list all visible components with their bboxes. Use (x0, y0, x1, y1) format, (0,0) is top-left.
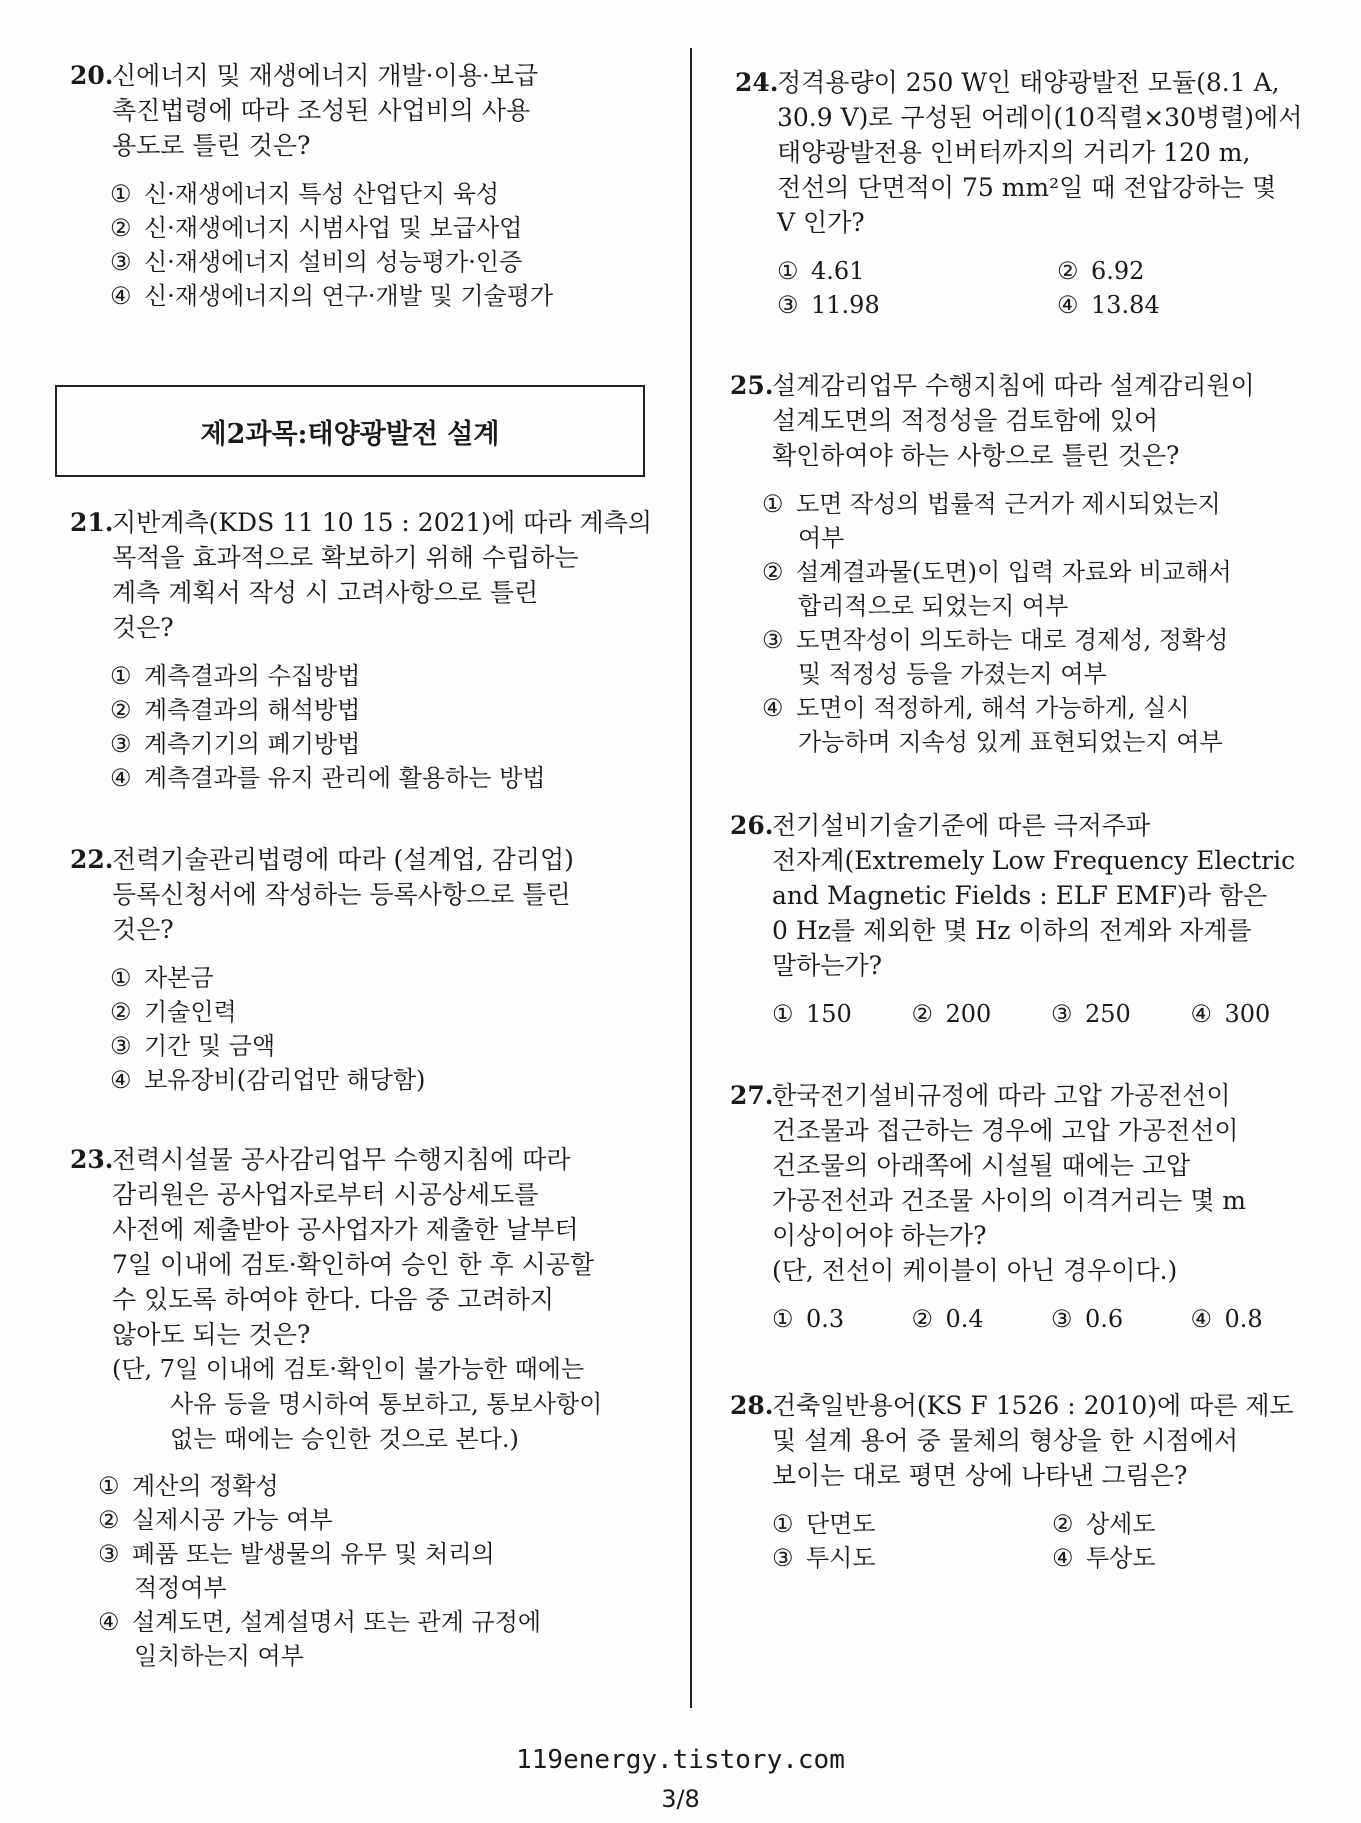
question-text (772, 808, 1330, 983)
option-3[interactable]: ③ 투시도 (772, 1544, 876, 1572)
question-line: 사전에 제출받아 공사업자가 제출한 날부터 (112, 1215, 579, 1244)
question-line: 이상이어야 하는가? (772, 1221, 987, 1250)
options-list (735, 254, 1335, 322)
question-line: 설계도면의 적정성을 검토함에 있어 (772, 406, 1159, 435)
page-number: 3/8 (661, 1785, 700, 1813)
question-text (112, 842, 670, 947)
option-1[interactable]: ① 150 (772, 1000, 852, 1028)
question-27 (730, 1078, 1330, 1336)
footer-url[interactable]: 119energy.tistory.com (516, 1745, 845, 1775)
question-line: 7일 이내에 검토·확인하여 승인 한 후 시공할 (112, 1250, 595, 1279)
question-text (112, 1142, 670, 1352)
options-list (70, 1469, 670, 1673)
option-3[interactable]: ③ 250 (1051, 1000, 1131, 1028)
option-4[interactable]: ④ 신·재생에너지의 연구·개발 및 기술평가 (110, 282, 554, 310)
option-2[interactable]: ② 신·재생에너지 시범사업 및 보급사업 (110, 214, 523, 242)
question-line: 및 설계 용어 중 물체의 형상을 한 시점에서 (772, 1426, 1239, 1455)
question-line: and Magnetic Fields : ELF EMF)라 함은 (772, 881, 1268, 910)
question-line: 지반계측(KDS 11 10 15 : 2021)에 따라 계측의 (112, 508, 652, 537)
question-text (772, 1388, 1330, 1493)
option-2[interactable]: ② 상세도 (1052, 1510, 1156, 1538)
option-4[interactable]: ④ 보유장비(감리업만 해당함) (110, 1066, 426, 1094)
question-21 (70, 505, 670, 795)
question-text (112, 505, 670, 645)
option-3[interactable]: ③ 폐품 또는 발생물의 유무 및 처리의 적정여부 (98, 1540, 495, 1602)
question-number: 21. (70, 508, 114, 537)
option-3[interactable]: ③ 도면작성이 의도하는 대로 경제성, 정확성 및 적정성 등을 가졌는지 여부 (762, 626, 1229, 688)
options-list (730, 997, 1330, 1031)
column-divider (690, 48, 692, 1708)
question-line: 보이는 대로 평면 상에 나타낸 그림은? (772, 1461, 1188, 1490)
options-list (730, 1507, 1330, 1575)
question-line: 전선의 단면적이 75 mm²일 때 전압강하는 몇 (777, 173, 1277, 202)
question-line: 말하는가? (772, 951, 883, 980)
option-4[interactable]: ④ 300 (1190, 1000, 1271, 1028)
option-3[interactable]: ③ 0.6 (1051, 1305, 1124, 1333)
question-line: 감리원은 공사업자로부터 시공상세도를 (112, 1180, 539, 1209)
question-line: 30.9 V)로 구성된 어레이(10직렬×30병렬)에서 (777, 103, 1303, 132)
option-4[interactable]: ④ 도면이 적정하게, 해석 가능하게, 실시 가능하며 지속성 있게 표현되었는지 여부 (762, 694, 1223, 756)
question-line: 용도로 틀린 것은? (112, 131, 311, 160)
options-list (70, 961, 670, 1097)
question-25 (730, 368, 1330, 759)
question-20 (70, 58, 670, 313)
question-line: 전력기술관리법령에 따라 (설계업, 감리업) (112, 845, 574, 874)
option-2[interactable]: ② 200 (911, 1000, 992, 1028)
question-number: 28. (730, 1391, 774, 1420)
question-line: 계측 계획서 작성 시 고려사항으로 틀린 (112, 578, 539, 607)
question-line: 가공전선과 건조물 사이의 이격거리는 몇 m (772, 1186, 1246, 1215)
question-number: 20. (70, 61, 114, 90)
question-text (772, 1078, 1330, 1288)
question-line: 건조물과 접근하는 경우에 고압 가공전선이 (772, 1116, 1239, 1145)
question-24 (735, 65, 1335, 322)
option-2[interactable]: ② 실제시공 가능 여부 (98, 1506, 333, 1534)
question-line: 신에너지 및 재생에너지 개발·이용·보급 (112, 61, 539, 90)
question-line: 건조물의 아래쪽에 시설될 때에는 고압 (772, 1151, 1191, 1180)
question-23 (70, 1142, 670, 1673)
option-4[interactable]: ④ 13.84 (1057, 291, 1160, 319)
question-text (112, 58, 670, 163)
question-note (112, 1352, 670, 1457)
question-line: 한국전기설비규정에 따라 고압 가공전선이 (772, 1081, 1231, 1110)
option-2[interactable]: ② 6.92 (1057, 257, 1145, 285)
option-2[interactable]: ② 0.4 (911, 1305, 984, 1333)
question-number: 26. (730, 811, 774, 840)
question-line: 촉진법령에 따라 조성된 사업비의 사용 (112, 96, 531, 125)
option-2[interactable]: ② 기술인력 (110, 998, 237, 1026)
option-1[interactable]: ① 단면도 (772, 1510, 876, 1538)
option-2[interactable]: ② 계측결과의 해석방법 (110, 696, 361, 724)
question-line: 태양광발전용 인버터까지의 거리가 120 m, (777, 138, 1251, 167)
option-4[interactable]: ④ 설계도면, 설계설명서 또는 관계 규정에 일치하는지 여부 (98, 1608, 542, 1670)
option-1[interactable]: ① 0.3 (772, 1305, 845, 1333)
option-3[interactable]: ③ 기간 및 금액 (110, 1032, 276, 1060)
option-3[interactable]: ③ 11.98 (777, 291, 880, 319)
option-1[interactable]: ① 도면 작성의 법률적 근거가 제시되었는지 여부 (762, 490, 1221, 552)
option-1[interactable]: ① 신·재생에너지 특성 산업단지 육성 (110, 180, 500, 208)
question-number: 25. (730, 371, 774, 400)
question-line: 전기설비기술기준에 따른 극저주파 (772, 811, 1151, 840)
question-number: 27. (730, 1081, 774, 1110)
question-line: 전자계(Extremely Low Frequency Electric (772, 846, 1296, 875)
question-line: 0 Hz를 제외한 몇 Hz 이하의 전계와 자계를 (772, 916, 1252, 945)
question-text (772, 368, 1330, 473)
question-line: 정격용량이 250 W인 태양광발전 모듈(8.1 A, (777, 68, 1280, 97)
question-line: 건축일반용어(KS F 1526 : 2010)에 따른 제도 (772, 1391, 1294, 1420)
option-1[interactable]: ① 자본금 (110, 964, 214, 992)
question-number: 22. (70, 845, 114, 874)
option-3[interactable]: ③ 신·재생에너지 설비의 성능평가·인증 (110, 248, 523, 276)
option-4[interactable]: ④ 계측결과를 유지 관리에 활용하는 방법 (110, 764, 546, 792)
options-list (730, 487, 1330, 759)
question-line: 것은? (112, 613, 174, 642)
question-number: 23. (70, 1145, 114, 1174)
option-1[interactable]: ① 계산의 정확성 (98, 1472, 279, 1500)
question-line: 전력시설물 공사감리업무 수행지침에 따라 (112, 1145, 571, 1174)
option-3[interactable]: ③ 계측기기의 폐기방법 (110, 730, 361, 758)
option-4[interactable]: ④ 0.8 (1190, 1305, 1263, 1333)
question-line: 수 있도록 하여야 한다. 다음 중 고려하지 (112, 1285, 555, 1314)
options-list (70, 177, 670, 313)
question-line: (단, 전선이 케이블이 아닌 경우이다.) (772, 1256, 1178, 1285)
option-2[interactable]: ② 설계결과물(도면)이 입력 자료와 비교해서 합리적으로 되었는지 여부 (762, 558, 1232, 620)
question-line: 등록신청서에 작성하는 등록사항으로 틀린 (112, 880, 571, 909)
options-list (730, 1302, 1330, 1336)
question-line: 것은? (112, 915, 174, 944)
question-line: V 인가? (777, 208, 865, 237)
note-line: 없는 때에는 승인한 것으로 본다.) (170, 1425, 519, 1453)
question-number: 24. (735, 68, 779, 97)
note-line: (단, 7일 이내에 검토·확인이 불가능한 때에는 (112, 1355, 585, 1383)
section-title: 제2과목:태양광발전 설계 (55, 385, 645, 477)
note-line: 사유 등을 명시하여 통보하고, 통보사항이 (170, 1390, 603, 1418)
question-text (777, 65, 1335, 240)
question-22 (70, 842, 670, 1097)
question-line: 않아도 되는 것은? (112, 1320, 311, 1349)
question-26 (730, 808, 1330, 1031)
question-line: 설계감리업무 수행지침에 따라 설계감리원이 (772, 371, 1255, 400)
option-1[interactable]: ① 4.61 (777, 257, 865, 285)
options-list (70, 659, 670, 795)
option-4[interactable]: ④ 투상도 (1052, 1544, 1156, 1572)
question-28 (730, 1388, 1330, 1575)
question-line: 목적을 효과적으로 확보하기 위해 수립하는 (112, 543, 579, 572)
question-line: 확인하여야 하는 사항으로 틀린 것은? (772, 441, 1180, 470)
option-1[interactable]: ① 계측결과의 수집방법 (110, 662, 361, 690)
